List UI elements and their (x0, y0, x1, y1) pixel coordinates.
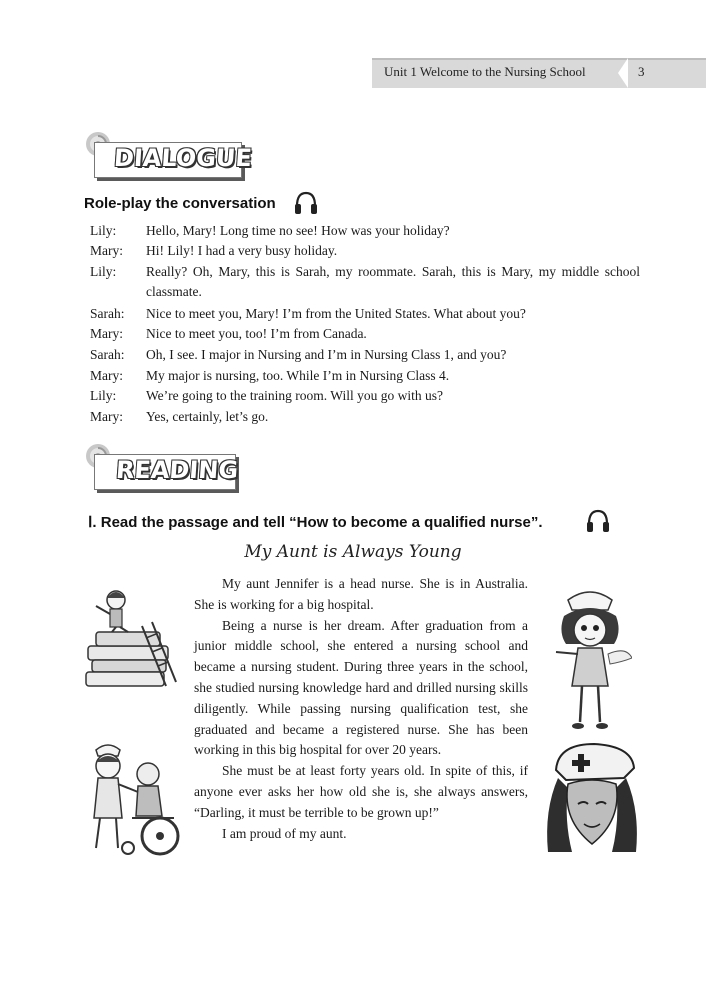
dialogue-heading: DIALOGUE (113, 144, 253, 172)
speaker: Lily: (90, 223, 117, 238)
speaker: Mary: (90, 326, 123, 341)
unit-title: Unit 1 Welcome to the Nursing School (384, 64, 586, 79)
speaker: Sarah: (90, 347, 125, 362)
speaker: Lily: (90, 388, 117, 403)
passage-body (194, 574, 528, 844)
reading-heading: READING (115, 456, 240, 484)
speaker: Mary: (90, 409, 123, 424)
roleplay-instruction: Role-play the conversation (84, 195, 276, 212)
speech: Nice to meet you, Mary! I’m from the United States. What about you? (146, 306, 526, 321)
reading-banner (84, 442, 254, 492)
passage-title: My Aunt is Always Young (244, 542, 462, 562)
nurse-face-illustration (538, 740, 644, 860)
paragraph: I am proud of my aunt. (222, 825, 347, 841)
headphone-icon (584, 508, 612, 534)
page-number: 3 (638, 64, 645, 79)
paragraph: My aunt Jennifer is a head nurse. She is in Australia. She is working for a big hospital. (194, 576, 528, 612)
speech: My major is nursing, too. While I’m in Nursing Class 4. (146, 368, 450, 383)
speaker: Mary: (90, 243, 123, 258)
speaker: Sarah: (90, 306, 125, 321)
cartoon-nurse-illustration (550, 586, 632, 736)
speech: Nice to meet you, too! I’m from Canada. (146, 326, 367, 341)
speech: Oh, I see. I major in Nursing and I’m in Nursing Class 1, and you? (146, 347, 507, 362)
header-divider (618, 58, 628, 88)
dialogue-banner (84, 130, 254, 180)
reading-instruction: Ⅰ. Read the passage and tell “How to become a qualified nurse”. (88, 514, 543, 531)
headphone-icon (292, 190, 320, 216)
nurse-wheelchair-illustration (82, 740, 182, 860)
speech: Hi! Lily! I had a very busy holiday. (146, 243, 338, 258)
speech: Hello, Mary! Long time no see! How was your holiday? (146, 223, 450, 238)
girl-on-books-illustration (82, 586, 178, 696)
speaker: Mary: (90, 368, 123, 383)
paragraph: Being a nurse is her dream. After graduation from a junior middle school, she entered a nursing school and became a nursing student. During three years in the school, she studied nursing knowledge hard and drilled nursing skills diligently. While passing nursing qualification test, she graduated and became a registered nurse. She has been working in this big hospital for over 20 years. (194, 617, 528, 758)
paragraph: She must be at least forty years old. In spite of this, if anyone ever asks her how old she is, she always answers, “Darling, it must be terrible to be grown up!” (194, 763, 528, 820)
speech: We’re going to the training room. Will you go with us? (146, 388, 443, 403)
speaker: Lily: (90, 264, 117, 279)
speech: Yes, certainly, let’s go. (146, 409, 269, 424)
speech: Really? Oh, Mary, this is Sarah, my roommate. Sarah, this is Mary, my middle school classmate. (146, 264, 640, 299)
